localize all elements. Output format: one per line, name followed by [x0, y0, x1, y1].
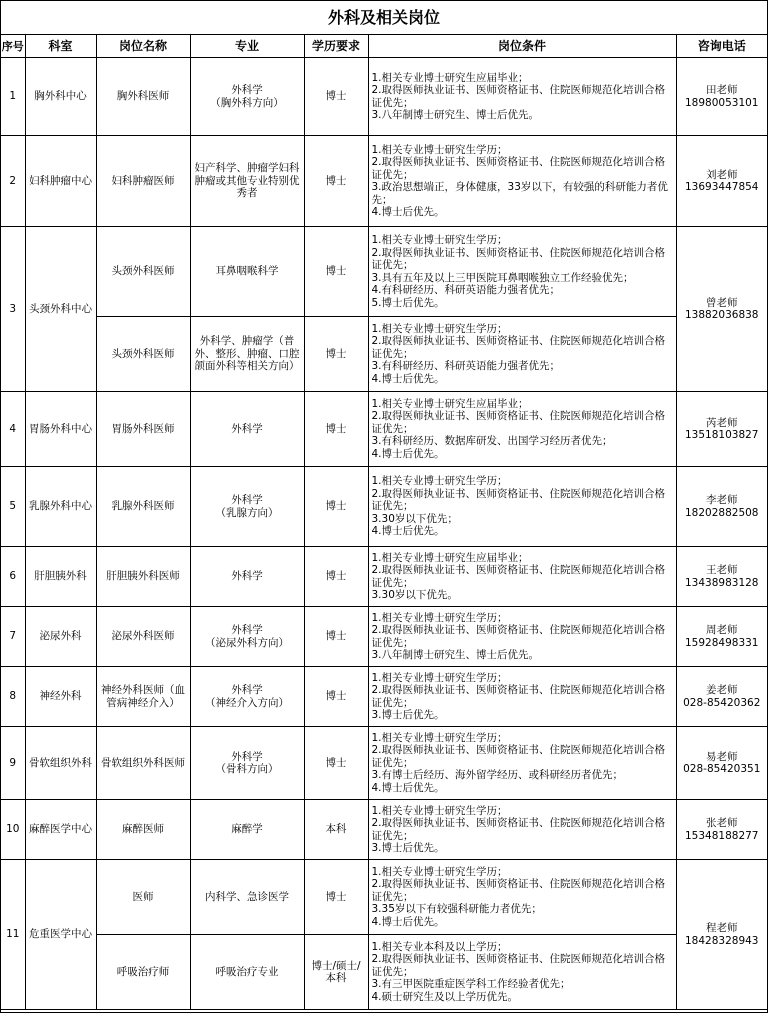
header-conditions: 岗位条件: [368, 35, 676, 58]
contact-phone[interactable]: 028-85420351: [683, 763, 761, 775]
cell-conditions: [368, 136, 676, 227]
table-row: [1, 547, 767, 607]
contact-name: 王老师: [706, 564, 738, 576]
contact-name: 芮老师: [706, 416, 738, 429]
cell-major: [190, 136, 304, 227]
cell-major: [190, 58, 304, 136]
condition-line: 1.相关专业博士研究生学历；: [371, 671, 508, 684]
education-line: 博士: [325, 690, 347, 703]
major-line: （乳腺方向）: [215, 506, 279, 519]
cell-seq: 2: [1, 136, 25, 227]
cell-major: [190, 607, 304, 667]
major-line: （神经介入方向）: [205, 696, 289, 709]
cell-major: [190, 227, 304, 317]
table-row: [1, 58, 767, 136]
major-line: 外科学: [231, 494, 263, 506]
cell-major: [190, 392, 304, 467]
positions-table: [1, 35, 767, 1010]
cell-conditions: [368, 467, 676, 547]
condition-line: 2.取得医师执业证书、医师资格证书、住院医师规范化培训合格证优先；: [371, 487, 666, 513]
condition-line: 4.博士后优先。: [371, 206, 445, 218]
cell-major: [190, 727, 304, 800]
cell-conditions: [368, 547, 676, 607]
condition-line: 1.相关专业本科及以上学历；: [371, 940, 508, 953]
cell-dept: 乳腺外科中心: [25, 467, 96, 547]
condition-line: 3.有博士后经历、海外留学经历、或科研经历者优先；: [371, 769, 624, 782]
condition-line: 2.取得医师执业证书、医师资格证书、住院医师规范化培训合格证优先；: [371, 156, 666, 181]
cell-education: [304, 227, 368, 317]
education-line: 博士: [325, 756, 347, 769]
cell-seq: 8: [1, 667, 25, 727]
cell-dept: 泌尿外科: [25, 607, 96, 667]
contact-phone[interactable]: 18428328943: [685, 934, 759, 947]
cell-seq: 9: [1, 727, 25, 800]
contact-name: 李老师: [706, 494, 738, 506]
cell-major: [190, 547, 304, 607]
cell-education: [304, 800, 368, 860]
contact-name: 曾老师: [706, 296, 738, 309]
table-row: [1, 800, 767, 860]
cell-education: [304, 317, 368, 392]
contact-name: 姜老师: [706, 684, 738, 696]
cell-conditions: [368, 392, 676, 467]
condition-line: 3.八年制博士研究生、博士后优先。: [371, 649, 540, 661]
contact-phone[interactable]: 13693447854: [685, 181, 759, 193]
cell-education: [304, 467, 368, 547]
condition-line: 2.取得医师执业证书、医师资格证书、住院医师规范化培训合格证优先；: [371, 564, 666, 589]
major-line: 外科学: [231, 750, 263, 763]
header-seq: 序号: [1, 35, 25, 58]
condition-line: 1.相关专业博士研究生学历；: [371, 143, 508, 156]
condition-line: 3.35岁以下有较强科研能力者优先；: [371, 903, 542, 916]
condition-line: 2.取得医师执业证书、医师资格证书、住院医师规范化培训合格证优先；: [371, 953, 666, 978]
education-line: 博士: [325, 174, 347, 187]
header-education: 学历要求: [304, 35, 368, 58]
condition-line: 3.具有五年及以上三甲医院耳鼻咽喉独立工作经验优先；: [371, 271, 634, 284]
contact-name: 易老师: [706, 750, 738, 763]
condition-line: 1.相关专业博士研究生学历；: [371, 865, 508, 878]
cell-conditions: [368, 667, 676, 727]
contact-name: 张老师: [706, 817, 738, 829]
condition-line: 1.相关专业博士研究生学历；: [371, 611, 508, 624]
table-row: [1, 467, 767, 547]
major-line: 耳鼻咽喉科学: [215, 265, 279, 278]
cell-conditions: [368, 317, 676, 392]
condition-line: 2.取得医师执业证书、医师资格证书、住院医师规范化培训合格证优先；: [371, 624, 666, 649]
cell-seq: 1: [1, 58, 25, 136]
condition-line: 2.取得医师执业证书、医师资格证书、住院医师规范化培训合格证优先；: [371, 878, 666, 903]
cell-major: [190, 317, 304, 392]
cell-dept: 危重医学中心: [25, 860, 96, 1010]
condition-line: 4.博士后优先。: [371, 525, 445, 538]
contact-phone[interactable]: 13438983128: [685, 576, 759, 589]
cell-education: [304, 392, 368, 467]
major-line: 呼吸治疗专业: [215, 965, 279, 978]
cell-conditions: [368, 860, 676, 935]
cell-conditions: [368, 607, 676, 667]
table-row: [1, 227, 767, 317]
condition-line: 1.相关专业博士研究生学历；: [371, 234, 508, 246]
condition-line: 4.有科研经历、科研英语能力强者优先；: [371, 284, 561, 296]
condition-line: 1.相关专业博士研究生应届毕业；: [371, 397, 529, 410]
cell-major: [190, 860, 304, 935]
condition-line: 2.取得医师执业证书、医师资格证书、住院医师规范化培训合格证优先；: [371, 246, 666, 271]
cell-position: 胸外科医师: [96, 58, 190, 136]
cell-dept: 肝胆胰外科: [25, 547, 96, 607]
cell-position: 乳腺外科医师: [96, 467, 190, 547]
condition-line: 2.取得医师执业证书、医师资格证书、住院医师规范化培训合格证优先；: [371, 335, 666, 360]
cell-conditions: [368, 800, 676, 860]
cell-education: [304, 667, 368, 727]
cell-education: [304, 727, 368, 800]
cell-major: [190, 800, 304, 860]
condition-line: 3.博士后优先。: [371, 709, 445, 721]
cell-contact: [676, 800, 767, 860]
condition-line: 3.八年制博士研究生、博士后优先。: [371, 109, 540, 121]
cell-contact: [676, 136, 767, 227]
cell-position: 麻醉医师: [96, 800, 190, 860]
cell-seq: 5: [1, 467, 25, 547]
cell-dept: 妇科肿瘤中心: [25, 136, 96, 227]
cell-education: [304, 136, 368, 227]
condition-line: 3.政治思想端正，身体健康，33岁以下，有较强的科研能力者优先；: [371, 181, 668, 206]
cell-contact: [676, 727, 767, 800]
cell-education: [304, 860, 368, 935]
education-line: 博士: [325, 500, 347, 513]
contact-phone[interactable]: 028-85420362: [683, 696, 761, 709]
cell-position: 肝胆胰外科医师: [96, 547, 190, 607]
major-line: 外科学: [231, 624, 263, 636]
header-position: 岗位名称: [96, 35, 190, 58]
table-row: [1, 860, 767, 935]
condition-line: 3.30岁以下优先；: [371, 512, 458, 525]
major-line: 外科学: [231, 570, 263, 583]
condition-line: 1.相关专业博士研究生学历；: [371, 475, 508, 488]
page-title: 外科及相关岗位: [1, 1, 767, 35]
contact-name: 周老师: [706, 624, 738, 636]
cell-education: [304, 935, 368, 1010]
education-line: 博士: [325, 422, 347, 435]
table-row: [1, 392, 767, 467]
condition-line: 3.有科研经历、数据库研发、出国学习经历者优先；: [371, 435, 613, 448]
cell-dept: 胃肠外科中心: [25, 392, 96, 467]
cell-contact: [676, 58, 767, 136]
condition-line: 2.取得医师执业证书、医师资格证书、住院医师规范化培训合格证优先；: [371, 84, 666, 109]
cell-contact: [676, 547, 767, 607]
header-contact: 咨询电话: [676, 35, 767, 58]
condition-line: 5.博士后优先。: [371, 296, 445, 309]
cell-dept: 胸外科中心: [25, 58, 96, 136]
cell-contact: [676, 467, 767, 547]
major-line: （泌尿外科方向）: [205, 636, 289, 649]
major-line: 外科学: [231, 422, 263, 435]
major-line: （骨科方向）: [215, 763, 279, 775]
education-line: 博士/硕士/本科: [311, 959, 361, 984]
cell-position: 头颈外科医师: [96, 317, 190, 392]
major-line: 内科学、急诊医学: [205, 890, 289, 903]
contact-phone[interactable]: 18202882508: [685, 506, 759, 519]
cell-conditions: [368, 935, 676, 1010]
cell-major: [190, 667, 304, 727]
table-row: [1, 935, 767, 1010]
cell-conditions: [368, 227, 676, 317]
major-line: 外科学: [231, 684, 263, 696]
contact-phone[interactable]: 13518103827: [685, 429, 759, 441]
condition-line: 4.博士后优先。: [371, 372, 445, 385]
cell-contact: [676, 227, 767, 392]
major-line: 麻醉学: [231, 823, 263, 836]
condition-line: 3.有科研经历、科研英语能力强者优先；: [371, 360, 561, 373]
table-header-row: [1, 35, 767, 58]
cell-major: [190, 935, 304, 1010]
cell-dept: 头颈外科中心: [25, 227, 96, 392]
cell-dept: 骨软组织外科: [25, 727, 96, 800]
contact-name: 田老师: [706, 84, 738, 96]
education-line: 本科: [325, 823, 347, 836]
education-line: 博士: [325, 570, 347, 583]
education-line: 博士: [325, 90, 347, 103]
condition-line: 4.博士后优先。: [371, 447, 445, 460]
cell-position: 胃肠外科医师: [96, 392, 190, 467]
cell-dept: 神经外科: [25, 667, 96, 727]
major-line: 外科学、肿瘤学（普外、整形、肿瘤、口腔颌面外科等相关方向）: [194, 335, 300, 373]
contact-phone[interactable]: 15348188277: [685, 829, 759, 842]
condition-line: 2.取得医师执业证书、医师资格证书、住院医师规范化培训合格证优先；: [371, 817, 666, 842]
table-row: [1, 317, 767, 392]
table-row: [1, 607, 767, 667]
cell-dept: 麻醉医学中心: [25, 800, 96, 860]
condition-line: 4.博士后优先。: [371, 915, 445, 928]
cell-seq: 3: [1, 227, 25, 392]
cell-seq: 10: [1, 800, 25, 860]
education-line: 博士: [325, 265, 347, 278]
cell-position: 骨软组织外科医师: [96, 727, 190, 800]
cell-position: 神经外科医师（血管病神经介入）: [96, 667, 190, 727]
condition-line: 1.相关专业博士研究生学历；: [371, 322, 508, 335]
cell-seq: 6: [1, 547, 25, 607]
cell-contact: [676, 667, 767, 727]
condition-line: 3.博士后优先。: [371, 842, 445, 854]
cell-contact: [676, 607, 767, 667]
condition-line: 3.30岁以下优先。: [371, 589, 458, 601]
cell-major: [190, 467, 304, 547]
condition-line: 4.硕士研究生及以上学历优先。: [371, 990, 519, 1003]
major-line: 外科学: [231, 84, 263, 96]
condition-line: 3.有三甲医院重症医学科工作经验者优先；: [371, 978, 571, 991]
cell-conditions: [368, 58, 676, 136]
cell-position: 头颈外科医师: [96, 227, 190, 317]
education-line: 博士: [325, 890, 347, 903]
major-line: 妇产科学、肿瘤学妇科肿瘤或其他专业特别优秀者: [194, 162, 300, 200]
cell-seq: 4: [1, 392, 25, 467]
condition-line: 2.取得医师执业证书、医师资格证书、住院医师规范化培训合格证优先；: [371, 744, 666, 769]
cell-education: [304, 58, 368, 136]
contact-phone[interactable]: 13882036838: [685, 309, 759, 321]
cell-contact: [676, 860, 767, 1010]
condition-line: 2.取得医师执业证书、医师资格证书、住院医师规范化培训合格证优先；: [371, 684, 666, 709]
cell-position: 医师: [96, 860, 190, 935]
major-line: （胸外科方向）: [210, 96, 284, 109]
condition-line: 1.相关专业博士研究生学历；: [371, 804, 508, 817]
cell-position: 呼吸治疗师: [96, 935, 190, 1010]
cell-seq: 7: [1, 607, 25, 667]
cell-seq: 11: [1, 860, 25, 1010]
condition-line: 2.取得医师执业证书、医师资格证书、住院医师规范化培训合格证优先；: [371, 410, 666, 435]
education-line: 博士: [325, 630, 347, 643]
table-row: [1, 136, 767, 227]
header-dept: 科室: [25, 35, 96, 58]
contact-phone[interactable]: 18980053101: [685, 96, 759, 109]
cell-education: [304, 547, 368, 607]
contact-phone[interactable]: 15928498331: [685, 636, 759, 649]
education-line: 博士: [325, 347, 347, 360]
condition-line: 1.相关专业博士研究生应届毕业；: [371, 71, 529, 84]
condition-line: 1.相关专业博士研究生学历；: [371, 731, 508, 744]
cell-position: 妇科肿瘤医师: [96, 136, 190, 227]
table-row: [1, 667, 767, 727]
cell-conditions: [368, 727, 676, 800]
contact-name: 程老师: [706, 922, 738, 934]
condition-line: 4.博士后优先。: [371, 781, 445, 794]
header-major: 专业: [190, 35, 304, 58]
table-row: [1, 727, 767, 800]
cell-education: [304, 607, 368, 667]
cell-position: 泌尿外科医师: [96, 607, 190, 667]
cell-contact: [676, 392, 767, 467]
contact-name: 刘老师: [706, 168, 738, 181]
condition-line: 1.相关专业博士研究生应届毕业；: [371, 551, 529, 564]
